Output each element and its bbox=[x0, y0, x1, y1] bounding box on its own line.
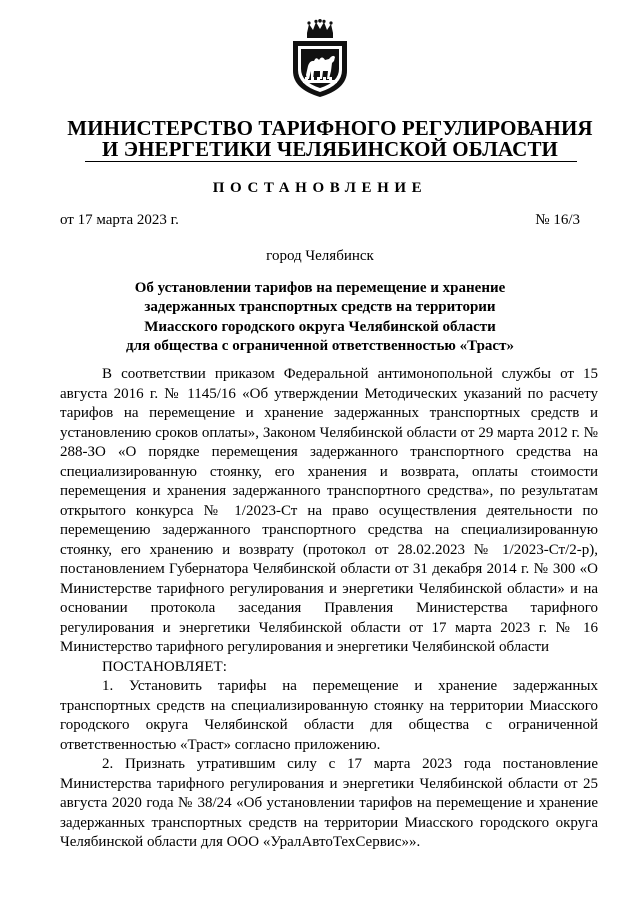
header-divider bbox=[85, 161, 577, 162]
coat-of-arms-icon bbox=[289, 19, 351, 99]
title-line: задержанных транспортных средств на территории bbox=[144, 299, 496, 316]
title-line: Миасского городского округа Челябинской области bbox=[144, 318, 496, 335]
title-line: для общества с ограниченной ответственностью «Траст» bbox=[126, 337, 514, 354]
item-2-paragraph: 2. Признать утратившим силу с 17 марта 2023 года постановление Министерства тарифного регулирования и энергетики Челябинской области от 25 августа 2020 года № 38/24 «Об установлении тарифов на перемещение и хранение задержанных транспортных средств на территории Миасского городского округа Челябинской области для ООО «УралАвтоТехСервис»». bbox=[60, 756, 598, 850]
resolves-keyword: ПОСТАНОВЛЯЕТ: bbox=[102, 658, 227, 675]
document-title bbox=[80, 279, 560, 356]
document-city: город Челябинск bbox=[266, 248, 374, 264]
ministry-name-line2: И ЭНЕРГЕТИКИ ЧЕЛЯБИНСКОЙ ОБЛАСТИ bbox=[102, 137, 558, 161]
item-1-paragraph: 1. Установить тарифы на перемещение и хранение задержанных транспортных средств на специализированную стоянку на территории Миасского городского округа Челябинской области для общества с ограниченной ответственностью «Траст» согласно приложению. bbox=[60, 678, 598, 753]
document-date: от 17 марта 2023 г. bbox=[60, 212, 179, 228]
preamble-paragraph: В соответствии приказом Федеральной антимонопольной службы от 15 августа 2016 г. № 1145/16 «Об утверждении Методических указаний по расчету тарифов на перемещение и хранение задержанных транспортных средств и установлению сроков оплаты», Законом Челябинской области от 29 марта 2012 г. № 288-ЗО «О порядке перемещения задержанного транспортного средства на специализированную стоянку, его хранения и возврата, оплаты стоимости перемещения и хранения задержанного транспортного средства», по результатам открытого конкурса № 1/2023-Ст на право осуществления деятельности по перемещению задержанного транспортного средства на специализированную стоянку, его хранению и возврату (протокол от 28.02.2023 № 1/2023-Ст/2-р), постановлением Губернатора Челябинской области от 31 декабря 2014 г. № 300 «О Министерстве тарифного регулирования и энергетики Челябинской области» и на основании протокола заседания Правления Министерства тарифного регулирования и энергетики Челябинской области от 17 марта 2023 г. № 16 Министерство тарифного регулирования и энергетики Челябинской области bbox=[60, 366, 598, 655]
ministry-name-line1: МИНИСТЕРСТВО ТАРИФНОГО РЕГУЛИРОВАНИЯ bbox=[67, 116, 593, 140]
document-type: ПОСТАНОВЛЕНИЕ bbox=[212, 180, 428, 196]
document-body bbox=[60, 365, 598, 853]
title-line: Об установлении тарифов на перемещение и хранение bbox=[134, 280, 506, 296]
document-number: № 16/3 bbox=[535, 212, 580, 228]
